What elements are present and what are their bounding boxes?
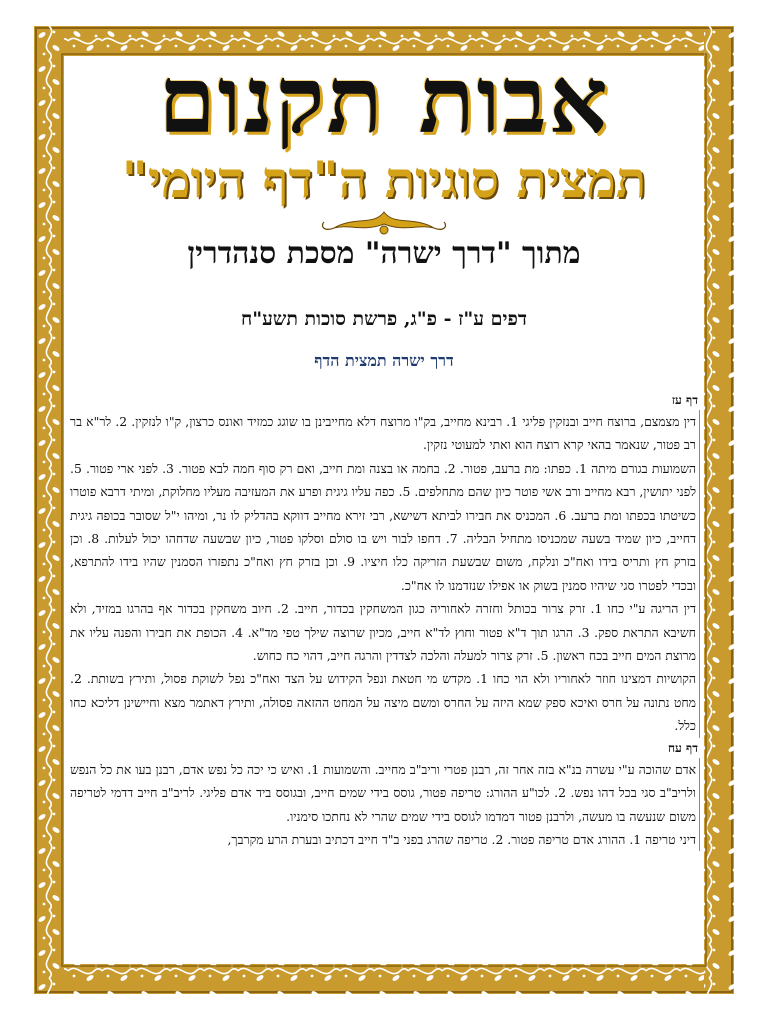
paragraph: דיני טריפה 1. ההורג אדם טריפה פטור. 2. טריפה שהרג בפני ב"ד חייב דכתיב ובערת הרע מקרבך, <box>70 828 700 851</box>
daf-label: דף עח <box>667 740 698 755</box>
page-frame <box>34 26 734 994</box>
sub-title: תמצית סוגיות ה"דף היומי" <box>121 150 647 209</box>
paragraph: הקושיות דמצינו חוזר לאחוריו ולא הוי כחו 1. מקדש מי חטאת ונפל הקידוש על הצד ואח"כ נפל לשוקת פסול, ותירץ בשותת. 2. מחט נתונה על חרס ואיכא ספק שמא היזה על החרס ומשם מיצה על המחט ההזאה פסולה, ותירץ דאתמר מצא וחיישינן דליכא כחו כלל. <box>70 667 700 737</box>
source-title: מתוך "דרך ישרה" מסכת סנהדרין <box>187 236 581 271</box>
pages-range-line: דפים ע"ז - פ"ג, פרשת סוכות תשע"ח <box>240 308 527 330</box>
body-text <box>70 390 700 851</box>
paragraph: דין מצמצם, ברוצח חייב ובנזקין פליגי 1. רבינא מחייב, בק"ו מרוצח דלא מחייבינן בו שוגג כמזיד ואונס כרצון, ק"ו לנזקין. 2. לר"א בר רב פטור, שנאמר בהאי קרא רוצח הוא ואתי למעוטי נזקין. <box>70 410 700 457</box>
content-area <box>64 56 704 964</box>
main-title: אבות תקנום <box>158 56 610 154</box>
paragraph: השמועות בגורם מיתה 1. כפתו: מת ברעב, פטור. 2. בחמה או בצנה ומת חייב, ואם רק סוף חמה לבא פטור. 3. לפני ארי פטור. 5. לפני יתושין, רבא מחייב ורב אשי פוטר כיון שהם מתחלפים. 5. כפה עליו גיגית ופרע את המעזיבה מעליו מחלוקת, ומיתי דרבא פוטרו כשיטתו בכפתו ומת ברעב. 6. המכניס את חבירו לביתא דשישא, רבי זירא מחייב דווקא בהדליק לו נר, ומיהו י"ל שסובר בכופה גיגית דחייב, כיון שמיד בשעה שמכניסו מתחיל הבליה. 7. דחפו לבור ויש בו סולם וסלקו פטור, כיון שבשעה שדחהו יכול לעלות. 8. וכן בזרק חץ ותריס בידו ואח"כ ונלקח, משום שבשעת הזריקה כלו חיציו. 9. וכן בזרק חץ ואח"כ נתפזרו הסמנין שהיו בידו להתרפא, ובכדי לפטרו סגי שיהיו סמנין בשוק או אפילו שנזדמנו לו אח"כ. <box>70 457 700 597</box>
section-heading: דרך ישרה תמצית הדף <box>314 351 454 370</box>
paragraph: אדם שהוכה ע"י עשרה בנ"א בזה אחר זה, רבנן פטרי וריב"ב מחייב. והשמועות 1. ואיש כי יכה כל נפש אדם, רבנן בעו את כל הנפש ולריב"ב סגי בכל דהו נפש. 2. לכו"ע ההורג: טריפה פטור, גוסס בידי שמים חייב, ובגוסס ביד אדם פליגי. לריב"ב חייב דדמי לטריפה משום שנעשה בו מעשה, ולרבנן פטור דמדמו לגוסס בידי שמים שהרי לא נחתכו סימניו. <box>70 758 700 828</box>
daf-label: דף עז <box>671 393 698 407</box>
paragraph: דין הריגה ע"י כחו 1. זרק צרור בכותל וחזרה לאחוריה כגון המשחקין בכדור, חייב. 2. חיוב משחקין בכדור אף בהרגו במזיד, ולא חשיבא התראת ספק. 3. הרגו תוך ד"א פטור וחוץ לד"א חייב, מכיון שרוצה שילך טפי מד"א. 4. הכופת את חבירו והפנה עליו את מרוצת המים חייב בכח ראשון. 5. זרק צרור למעלה והלכה לצדדין והרגה חייב, דהוי כח כחוש. <box>70 597 700 667</box>
